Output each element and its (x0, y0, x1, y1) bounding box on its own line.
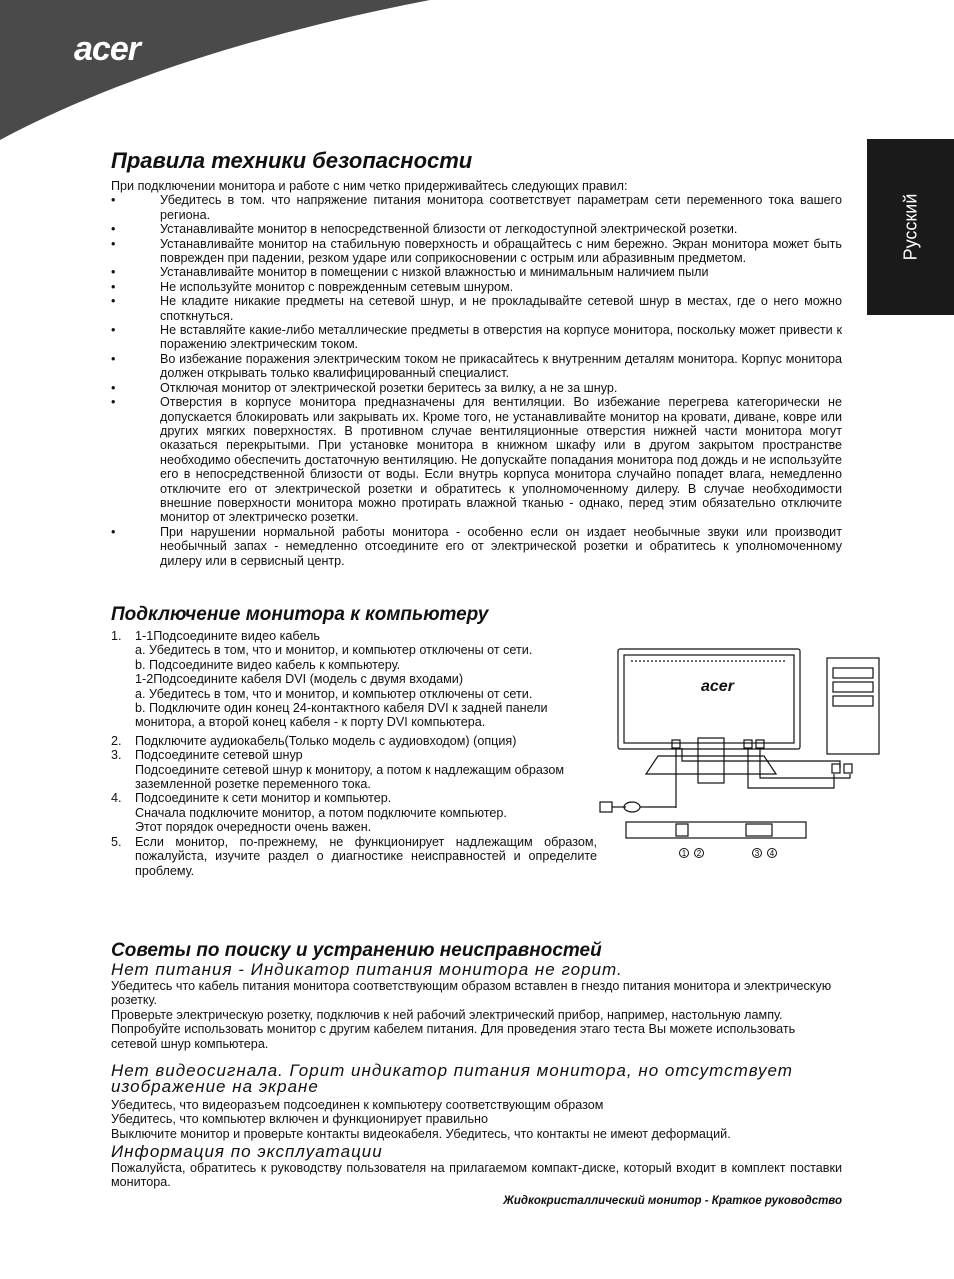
step2-text: Подключите аудиокабель(Только модель с аудиовходом) (опция) (135, 733, 517, 748)
step-number: 5. (111, 834, 122, 849)
operation-block (111, 1161, 842, 1190)
no-power-title: Нет питания - Индикатор питания монитора не горит. (111, 960, 623, 979)
safety-list (111, 193, 842, 568)
no-power-line: Убедитесь что кабель питания монитора соответствующим образом вставлен в гнездо питания монитора и электрическую розетку. (111, 979, 832, 1008)
safety-title: Правила техники безопасности (111, 148, 473, 173)
safety-item: • При нарушении нормальной работы монитора - особенно если он издает необычные звуки или производит необычный запах - немедленно отсоедините его от электрической розетки и обратитесь к уполномоченному дилеру или в сервисный центр. (111, 525, 842, 568)
step4-text2: Этот порядок очередности очень важен. (135, 820, 372, 835)
safety-item: • Не используйте монитор с поврежденным сетевым шнуром. (111, 280, 842, 294)
safety-item: • Убедитесь в том. что напряжение питания монитора соответствует параметрам сети переменного тока вашего региона. (111, 193, 842, 222)
no-signal-title: Нет видеосигнала. Горит индикатор питания монитора, но отсутствует изображение на экране (111, 1061, 793, 1096)
monitor-back (618, 649, 800, 749)
step4-text1: Сначала подключите монитор, а потом подключите компьютер. (135, 805, 507, 820)
safety-item: • Устанавливайте монитор в помещении с низкой влажностью и минимальным наличием пыли (111, 265, 842, 279)
safety-item: • Отключая монитор от электрической розетки беритесь за вилку, а не за шнур. (111, 381, 842, 395)
step1a-b: b. Подсоедините видео кабель к компьютеру. (135, 657, 401, 672)
language-tab (867, 139, 954, 315)
safety-item: • Устанавливайте монитор в непосредственной близости от легкодоступной электрической розетки. (111, 222, 842, 236)
step-number: 2. (111, 733, 122, 748)
step1b-a: a. Убедитесь в том, что и монитор, и компьютер отключены от сети. (135, 686, 533, 701)
diagram-callout: 1 (681, 849, 687, 858)
step3-title: Подсоедините сетевой шнур (135, 748, 303, 763)
monitor-bottom-panel (626, 822, 806, 838)
no-power-line: Попробуйте использовать монитор с другим кабелем питания. Для проведения этаго теста Вы можете использовать сетевой шнур компьютера. (111, 1022, 796, 1051)
connect-title: Подключение монитора к компьютеру (111, 604, 489, 625)
safety-item: • Не вставляйте какие-либо металлические предметы в отверстия на корпусе монитора, поскольку может привести к поражению электрическим током. (111, 323, 842, 352)
diagram-callout: 3 (754, 849, 760, 858)
step5-text: Если монитор, по-прежнему, не функционирует надлежащим образом, пожалуйста, изучите раздел о диагностике неисправностей и определите проблему. (135, 834, 597, 878)
safety-item: • Отверстия в корпусе монитора предназначены для вентиляции. Во избежание перегрева категорически не допускается блокировать или закрывать их. Кроме того, не устанавливайте монитор на кровати, диване, ковре или других мягких поверхностях. В противном случае вентиляционные отверстия нижней части монитора могут оказаться перекрытыми. При установке монитора в книжном шкафу или в другом закрытом пространстве необходимо обеспечить достаточную вентиляцию. Не допускайте попадания монитора под дождь и не используйте его в непосредственной близости от воды. Если внутрь корпуса монитора случайно попадет влага, немедленно отключите его от электрической розетки и обратитесь к уполномоченному дилеру. В случае необходимости внешние поверхности монитора можно протирать влажной тканью - однако, перед этим обязательно отключите монитор от электрическо розетки. (111, 395, 842, 525)
header-swoosh (0, 0, 430, 140)
footer-note: Жидкокристаллический монитор - Краткое руководство (503, 1195, 842, 1207)
step-number: 4. (111, 791, 122, 806)
step3-text: Подсоедините сетевой шнур к монитору, а потом к надлежащим образом заземленной розетке переменного тока. (135, 762, 565, 792)
no-power-line: Проверьте электрическую розетку, подключив к ней рабочий электрический прибор, например, настольную лампу. (111, 1007, 783, 1022)
step1a-a: a. Убедитесь в том, что и монитор, и компьютер отключены от сети. (135, 643, 533, 658)
step1a-title: 1-1Подсоедините видео кабель (135, 629, 320, 643)
operation-text: Пожалуйста, обратитесь к руководству пользователя на прилагаемом компакт-диске, который входит в комплект поставки монитора. (111, 1161, 842, 1190)
no-signal-line: Убедитесь, что компьютер включен и функционирует правильно (111, 1112, 489, 1127)
connect-steps (111, 629, 597, 878)
safety-intro: При подключении монитора и работе с ним четко придерживайтесь следующих правил: (111, 179, 628, 193)
safety-item: • Во избежание поражения электрическим током не прикасайтесь к внутренним деталям монитора. Корпус монитора должен открывать только квалифицированный специалист. (111, 352, 842, 381)
connect-step-3 (111, 748, 597, 791)
acer-logo: acer (74, 30, 140, 68)
no-signal-line: Выключите монитор и проверьте контакты видеокабеля. Убедитесь, что контакты не имеют деформаций. (111, 1126, 731, 1141)
language-tab-label: Русский (900, 193, 920, 261)
connection-diagram (596, 646, 886, 871)
step4-title: Подсоедините к сети монитор и компьютер. (135, 791, 392, 806)
diagram-callout: 4 (769, 849, 775, 858)
no-signal-block (111, 1098, 842, 1141)
no-power-block (111, 979, 842, 1051)
diagram-monitor-logo: acer (701, 678, 734, 695)
no-signal-line: Убедитесь, что видеоразъем подсоединен к компьютеру соответствующим образом (111, 1098, 604, 1112)
safety-item: • Не кладите никакие предметы на сетевой шнур, и не прокладывайте сетевой шнур в местах, где о него можно споткнуться. (111, 294, 842, 323)
connect-step-5 (111, 835, 597, 878)
step-number: 1. (111, 629, 122, 643)
step1b-title: 1-2Подсоедините кабеля DVI (модель с двумя входами) (135, 672, 464, 687)
troubleshoot-title: Советы по поиску и устранению неисправностей (111, 940, 602, 961)
diagram-callout: 2 (696, 849, 702, 858)
operation-title: Информация по эксплуатации (111, 1142, 383, 1161)
step1b-b: b. Подключите один конец 24-контактного кабеля DVI к задней панели монитора, а второй конец кабеля - к порту DVI компьютера. (135, 701, 548, 730)
safety-item: • Устанавливайте монитор на стабильную поверхность и обращайтесь с ним бережно. Экран монитора может быть поврежден при падении, резком ударе или соприкосновении с острым или абразивным предметом. (111, 237, 842, 266)
connect-step-4 (111, 791, 597, 834)
step-number: 3. (111, 748, 122, 763)
connect-step-1 (111, 629, 597, 730)
connect-step-2 (111, 734, 597, 748)
safety-section (111, 179, 842, 568)
